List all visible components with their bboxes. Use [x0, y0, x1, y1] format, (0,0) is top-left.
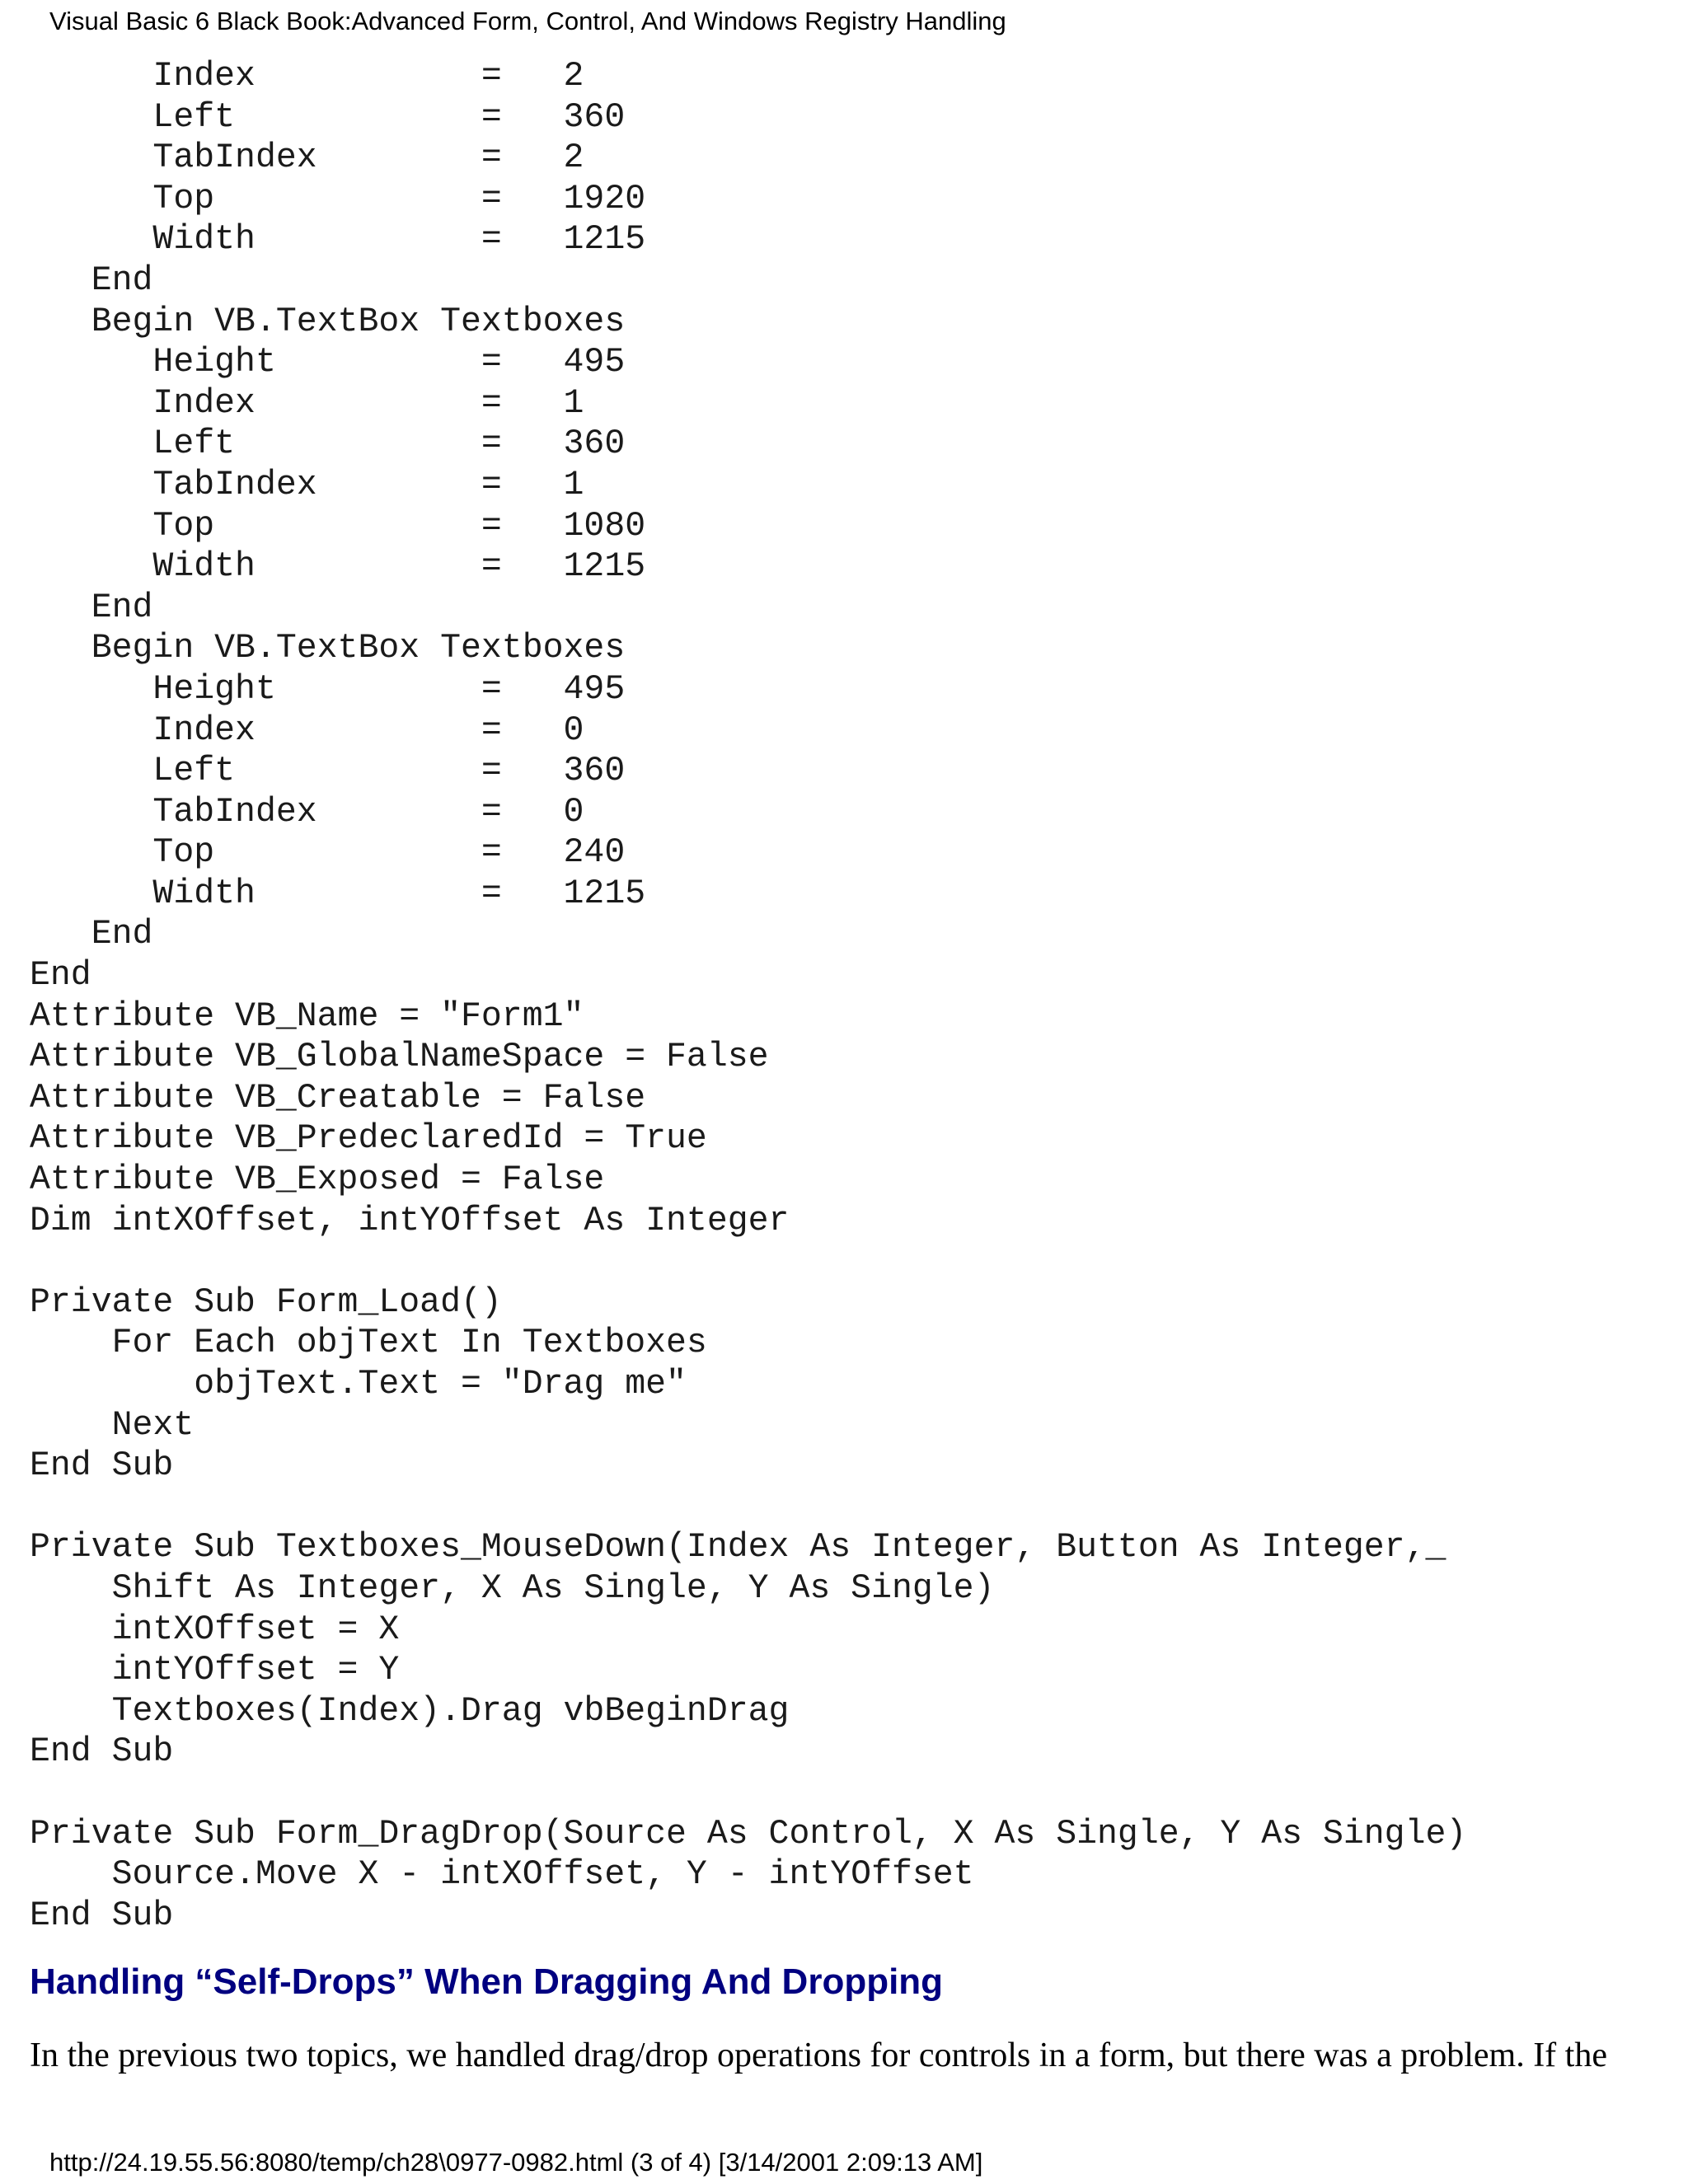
code-line: Top = 240	[30, 833, 626, 873]
code-line	[30, 1773, 1466, 1814]
code-line: Next	[30, 1405, 195, 1445]
code-line: Private Sub Form_DragDrop(Source As Control, X As Single, Y As Single)	[30, 1814, 1467, 1854]
section-heading: Handling “Self-Drops” When Dragging And Dropping	[30, 1961, 944, 2002]
code-line: objText.Text = "Drag me"	[30, 1365, 687, 1404]
code-line: End	[30, 588, 153, 627]
code-line: TabIndex = 2	[30, 138, 584, 178]
code-line: End	[30, 260, 153, 300]
code-line: Attribute VB_GlobalNameSpace = False	[30, 1038, 769, 1077]
code-line: Begin VB.TextBox Textboxes	[30, 302, 626, 341]
code-line: Textboxes(Index).Drag vbBeginDrag	[30, 1691, 790, 1731]
code-line: Dim intXOffset, intYOffset As Integer	[30, 1201, 790, 1240]
page-footer-url: http://24.19.55.56:8080/temp/ch28\0977-0982.html (3 of 4) [3/14/2001 2:09:13 AM]	[49, 2148, 983, 2177]
code-line: Width = 1215	[30, 547, 646, 587]
code-line	[30, 1487, 1466, 1528]
code-line: Width = 1215	[30, 220, 646, 260]
code-line: intYOffset = Y	[30, 1651, 400, 1690]
code-line: intXOffset = X	[30, 1610, 400, 1649]
code-line: Shift As Integer, X As Single, Y As Single)	[30, 1568, 995, 1608]
code-line: Attribute VB_Creatable = False	[30, 1078, 646, 1118]
code-line: Top = 1920	[30, 179, 646, 218]
code-line: Left = 360	[30, 97, 626, 137]
code-line: TabIndex = 1	[30, 465, 584, 504]
code-line: Height = 495	[30, 343, 626, 382]
code-line: End Sub	[30, 1446, 174, 1486]
code-listing	[30, 56, 1466, 1936]
code-line: Left = 360	[30, 752, 626, 791]
code-line: For Each objText In Textboxes	[30, 1324, 707, 1363]
code-line: Attribute VB_Name = "Form1"	[30, 996, 584, 1036]
code-line: Left = 360	[30, 424, 626, 464]
code-line: Index = 0	[30, 710, 584, 750]
code-line: End	[30, 915, 153, 954]
code-line	[30, 1241, 1466, 1282]
code-line: Attribute VB_Exposed = False	[30, 1160, 605, 1200]
code-line: Top = 1080	[30, 506, 646, 546]
code-line: End Sub	[30, 1896, 174, 1935]
code-line: Source.Move X - intXOffset, Y - intYOffset	[30, 1855, 974, 1895]
body-paragraph: In the previous two topics, we handled drag/drop operations for controls in a form, but there was a problem. If the	[30, 2036, 1607, 2074]
code-line: Width = 1215	[30, 874, 646, 913]
code-line: Attribute VB_PredeclaredId = True	[30, 1119, 707, 1159]
code-line: Private Sub Textboxes_MouseDown(Index As Integer, Button As Integer,_	[30, 1528, 1447, 1568]
code-line: Height = 495	[30, 669, 626, 709]
code-line: End Sub	[30, 1732, 174, 1772]
code-line: Index = 1	[30, 383, 584, 423]
code-line: Index = 2	[30, 57, 584, 96]
code-line: End	[30, 956, 91, 996]
code-line: Begin VB.TextBox Textboxes	[30, 629, 626, 668]
page-header-title: Visual Basic 6 Black Book:Advanced Form, Control, And Windows Registry Handling	[49, 7, 1006, 35]
code-line: TabIndex = 0	[30, 792, 584, 832]
code-line: Private Sub Form_Load()	[30, 1282, 502, 1322]
